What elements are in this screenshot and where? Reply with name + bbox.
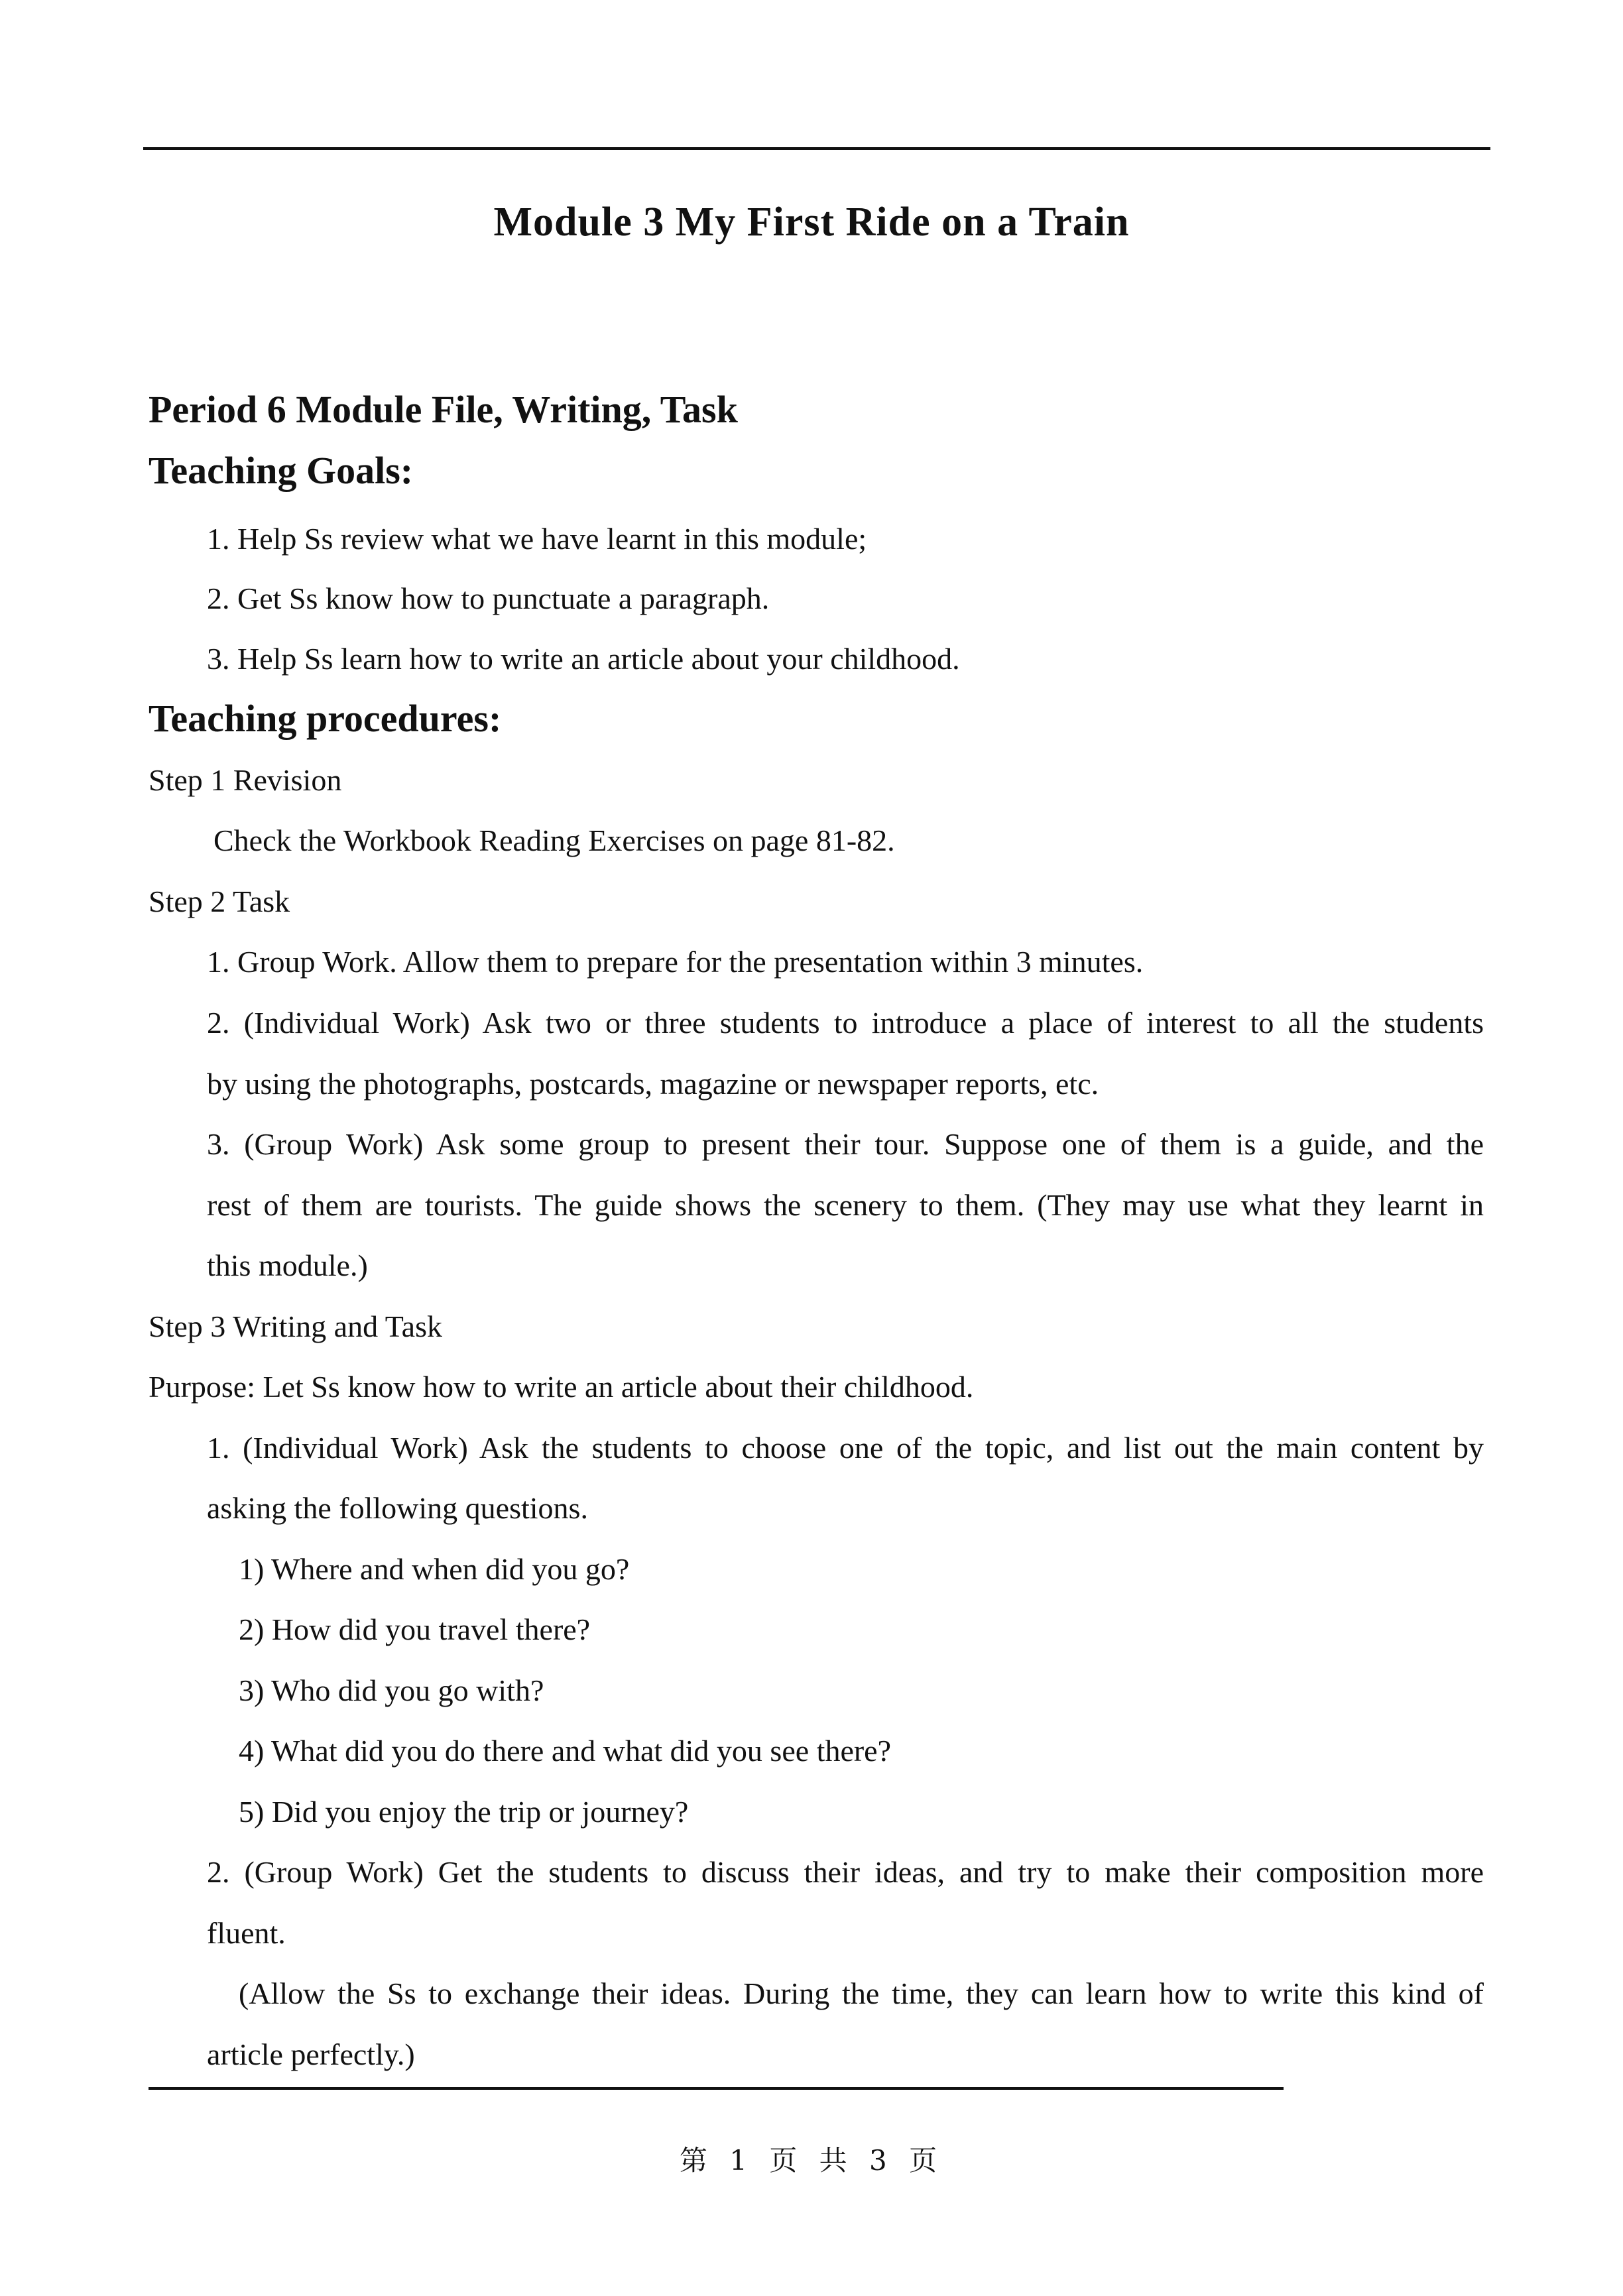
step3-purpose: Purpose: Let Ss know how to write an article about their childhood.	[149, 1370, 974, 1404]
step2-item-continued: by using the photographs, postcards, magazine or newspaper reports, etc.	[207, 1067, 1099, 1101]
step2-item: 3. (Group Work) Ask some group to present their tour. Suppose one of them is a guide, and the	[207, 1127, 1484, 1161]
step3-item1-continued: asking the following questions.	[207, 1491, 588, 1525]
step2-item: 1. Group Work. Allow them to prepare for the presentation within 3 minutes.	[207, 945, 1144, 979]
goals-heading: Teaching Goals:	[149, 449, 414, 492]
step1-label: Step 1 Revision	[149, 763, 342, 797]
question-item: 3) Who did you go with?	[239, 1673, 544, 1707]
goal-item: 3. Help Ss learn how to write an article about your childhood.	[207, 642, 960, 676]
period-heading: Period 6 Module File, Writing, Task	[149, 388, 738, 431]
document-title: Module 3 My First Ride on a Train	[493, 200, 1130, 245]
step3-note-continued: article perfectly.)	[207, 2037, 415, 2071]
step3-item2: 2. (Group Work) Get the students to discuss their ideas, and try to make their composition more	[207, 1855, 1484, 1889]
step1-text: Check the Workbook Reading Exercises on page 81-82.	[213, 823, 895, 857]
question-item: 5) Did you enjoy the trip or journey?	[239, 1795, 689, 1829]
header-rule	[143, 147, 1490, 150]
step2-item: 2. (Individual Work) Ask two or three students to introduce a place of interest to all the students	[207, 1006, 1484, 1040]
step3-item1: 1. (Individual Work) Ask the students to choose one of the topic, and list out the main content by	[207, 1431, 1484, 1465]
goal-item: 1. Help Ss review what we have learnt in this module;	[207, 522, 867, 556]
step2-item-continued: this module.)	[207, 1248, 368, 1282]
step3-item2-continued: fluent.	[207, 1916, 286, 1950]
question-item: 4) What did you do there and what did you see there?	[239, 1734, 892, 1768]
question-item: 2) How did you travel there?	[239, 1612, 591, 1646]
procedures-heading: Teaching procedures:	[149, 697, 502, 740]
goal-item: 2. Get Ss know how to punctuate a paragraph.	[207, 581, 770, 615]
step2-label: Step 2 Task	[149, 884, 290, 918]
step3-label: Step 3 Writing and Task	[149, 1309, 442, 1343]
footer-rule	[149, 2087, 1284, 2090]
step2-item-continued: rest of them are tourists. The guide shows the scenery to them. (They may use what they learnt in	[207, 1188, 1484, 1222]
page-number: 第 1 页 共 3 页	[679, 2144, 944, 2177]
question-item: 1) Where and when did you go?	[239, 1552, 630, 1586]
step3-note: (Allow the Ss to exchange their ideas. During the time, they can learn how to write this kind of	[239, 1976, 1484, 2010]
